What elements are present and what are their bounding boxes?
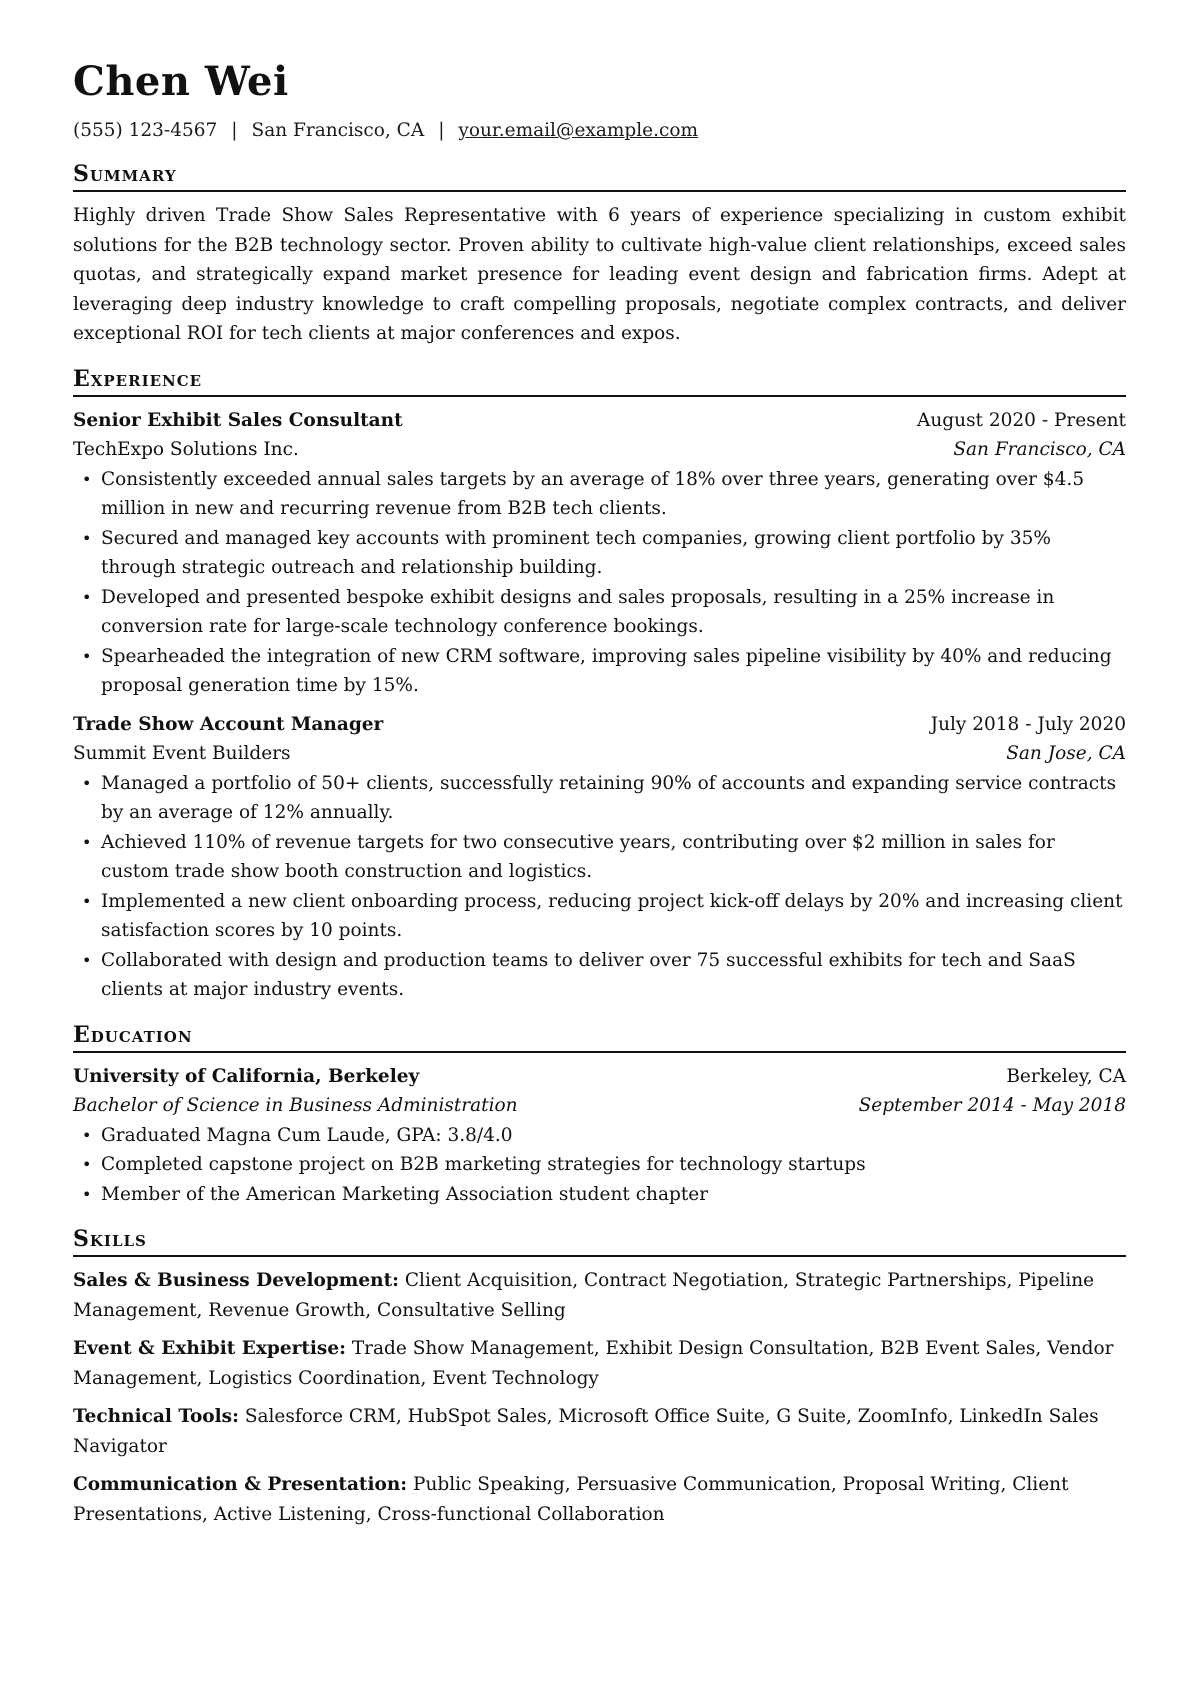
bullet-icon: • <box>82 646 92 666</box>
job-entry <box>73 710 1126 1005</box>
bullet-text: Managed a portfolio of 50+ clients, successfully retaining 90% of accounts and expanding service contracts by an average of 12% annually. <box>101 772 1117 823</box>
skill-group-items: Salesforce CRM, HubSpot Sales, Microsoft Office Suite, G Suite, ZoomInfo, LinkedIn Sales Navigator <box>73 1406 1099 1457</box>
list-item <box>73 583 1126 642</box>
list-item <box>73 642 1126 701</box>
section-title-summary: Summary <box>73 160 1126 192</box>
bullet-text: Completed capstone project on B2B marketing strategies for technology startups <box>101 1154 866 1175</box>
job-entry <box>73 406 1126 701</box>
list-item <box>73 465 1126 524</box>
list-item <box>73 1150 1126 1180</box>
bullet-icon: • <box>82 1155 92 1174</box>
list-item <box>73 1180 1126 1210</box>
list-item <box>73 1121 1126 1151</box>
resume-page <box>73 58 1126 1529</box>
education-section <box>73 1021 1126 1210</box>
bullet-text: Member of the American Marketing Association student chapter <box>101 1183 709 1205</box>
bullet-icon: • <box>82 587 92 607</box>
job-header <box>73 710 1126 740</box>
bullet-text: Developed and presented bespoke exhibit designs and sales proposals, resulting in a 25% increase in conversion rate for large-scale technology conference bookings. <box>101 586 1055 637</box>
bullet-icon: • <box>82 528 92 548</box>
contact-location: San Francisco, CA <box>251 120 425 141</box>
job-subheader <box>73 739 1126 769</box>
list-item <box>73 887 1126 946</box>
education-bullets <box>73 1121 1126 1210</box>
job-dates: August 2020 - Present <box>917 409 1126 431</box>
bullet-text: Achieved 110% of revenue targets for two consecutive years, contributing over $2 million in sales for custom trade show booth construction and logistics. <box>101 831 1055 882</box>
list-item <box>73 524 1126 583</box>
education-header <box>73 1062 1126 1092</box>
section-title-skills: Skills <box>73 1225 1126 1257</box>
bullet-icon: • <box>82 1125 92 1145</box>
bullet-text: Graduated Magna Cum Laude, GPA: 3.8/4.0 <box>101 1124 513 1146</box>
experience-section <box>73 365 1126 1005</box>
skill-group <box>73 1266 1126 1325</box>
bullet-icon: • <box>82 832 92 852</box>
job-location: San Jose, CA <box>1006 743 1126 764</box>
bullet-text: Spearheaded the integration of new CRM software, improving sales pipeline visibility by 40% and reducing proposal generation time by 15%. <box>101 645 1112 696</box>
bullet-icon: • <box>82 773 92 793</box>
skill-group-label: Technical Tools: <box>73 1406 239 1427</box>
job-location: San Francisco, CA <box>953 439 1126 460</box>
contact-separator: | <box>438 120 445 141</box>
bullet-icon: • <box>82 1184 92 1204</box>
degree-name: Bachelor of Science in Business Administration <box>73 1095 518 1116</box>
education-subheader <box>73 1091 1126 1121</box>
job-company: TechExpo Solutions Inc. <box>73 439 299 460</box>
summary-section <box>73 160 1126 349</box>
skill-group-items: Client Acquisition, Contract Negotiation, Strategic Partnerships, Pipeline Management, Revenue Growth, Consultative Selling <box>73 1270 1095 1321</box>
school-location: Berkeley, CA <box>1006 1065 1126 1087</box>
bullet-text: Secured and managed key accounts with prominent tech companies, growing client portfolio by 35% through strategic outreach and relationship building. <box>101 527 1051 578</box>
job-role: Trade Show Account Manager <box>73 713 384 735</box>
section-title-experience: Experience <box>73 365 1126 397</box>
section-title-education: Education <box>73 1021 1126 1053</box>
skill-group <box>73 1334 1126 1393</box>
bullet-icon: • <box>82 469 92 489</box>
phone-number: (555) 123-4567 <box>73 120 218 141</box>
job-bullets <box>73 465 1126 701</box>
summary-text: Highly driven Trade Show Sales Representative with 6 years of experience specializing in custom exhibit solutions for the B2B technology sector. Proven ability to cultivate high-value client relationships, exceed sales quotas, and strategically expand market presence for leading event design and fabrication firms. Adept at leveraging deep industry knowledge to craft compelling proposals, negotiate complex contracts, and deliver exceptional ROI for tech clients at major conferences and expos. <box>73 205 1126 344</box>
school-name: University of California, Berkeley <box>73 1065 420 1087</box>
skill-group-items: Public Speaking, Persuasive Communication, Proposal Writing, Client Presentations, Active Listening, Cross-functional Collaboration <box>73 1474 1069 1525</box>
bullet-text: Consistently exceeded annual sales targets by an average of 18% over three years, generating over $4.5 million in new and recurring revenue from B2B tech clients. <box>101 468 1085 519</box>
skill-group-items: Trade Show Management, Exhibit Design Consultation, B2B Event Sales, Vendor Management, Logistics Coordination, Event Technology <box>73 1338 1114 1389</box>
bullet-text: Implemented a new client onboarding process, reducing project kick-off delays by 20% and increasing client satisfaction scores by 10 points. <box>101 890 1123 941</box>
list-item <box>73 828 1126 887</box>
job-bullets <box>73 769 1126 1005</box>
job-dates: July 2018 - July 2020 <box>930 713 1126 735</box>
skill-group-label: Communication & Presentation: <box>73 1474 408 1495</box>
list-item <box>73 769 1126 828</box>
candidate-name: Chen Wei <box>73 58 289 105</box>
job-role: Senior Exhibit Sales Consultant <box>73 409 403 431</box>
contact-line <box>73 118 1126 144</box>
bullet-icon: • <box>82 891 92 911</box>
job-subheader <box>73 435 1126 465</box>
email-link[interactable]: your.email@example.com <box>458 120 699 141</box>
skill-group <box>73 1470 1126 1529</box>
education-entry <box>73 1062 1126 1210</box>
job-company: Summit Event Builders <box>73 743 291 764</box>
bullet-text: Collaborated with design and production teams to deliver over 75 successful exhibits for tech and SaaS clients at major industry events. <box>101 949 1076 1000</box>
skill-group-label: Event & Exhibit Expertise: <box>73 1338 346 1359</box>
bullet-icon: • <box>82 950 92 970</box>
education-dates: September 2014 - May 2018 <box>858 1095 1126 1116</box>
job-header <box>73 406 1126 436</box>
contact-separator: | <box>231 120 238 141</box>
skill-group-label: Sales & Business Development: <box>73 1270 399 1291</box>
list-item <box>73 946 1126 1005</box>
skills-section <box>73 1225 1126 1529</box>
skill-group <box>73 1402 1126 1461</box>
